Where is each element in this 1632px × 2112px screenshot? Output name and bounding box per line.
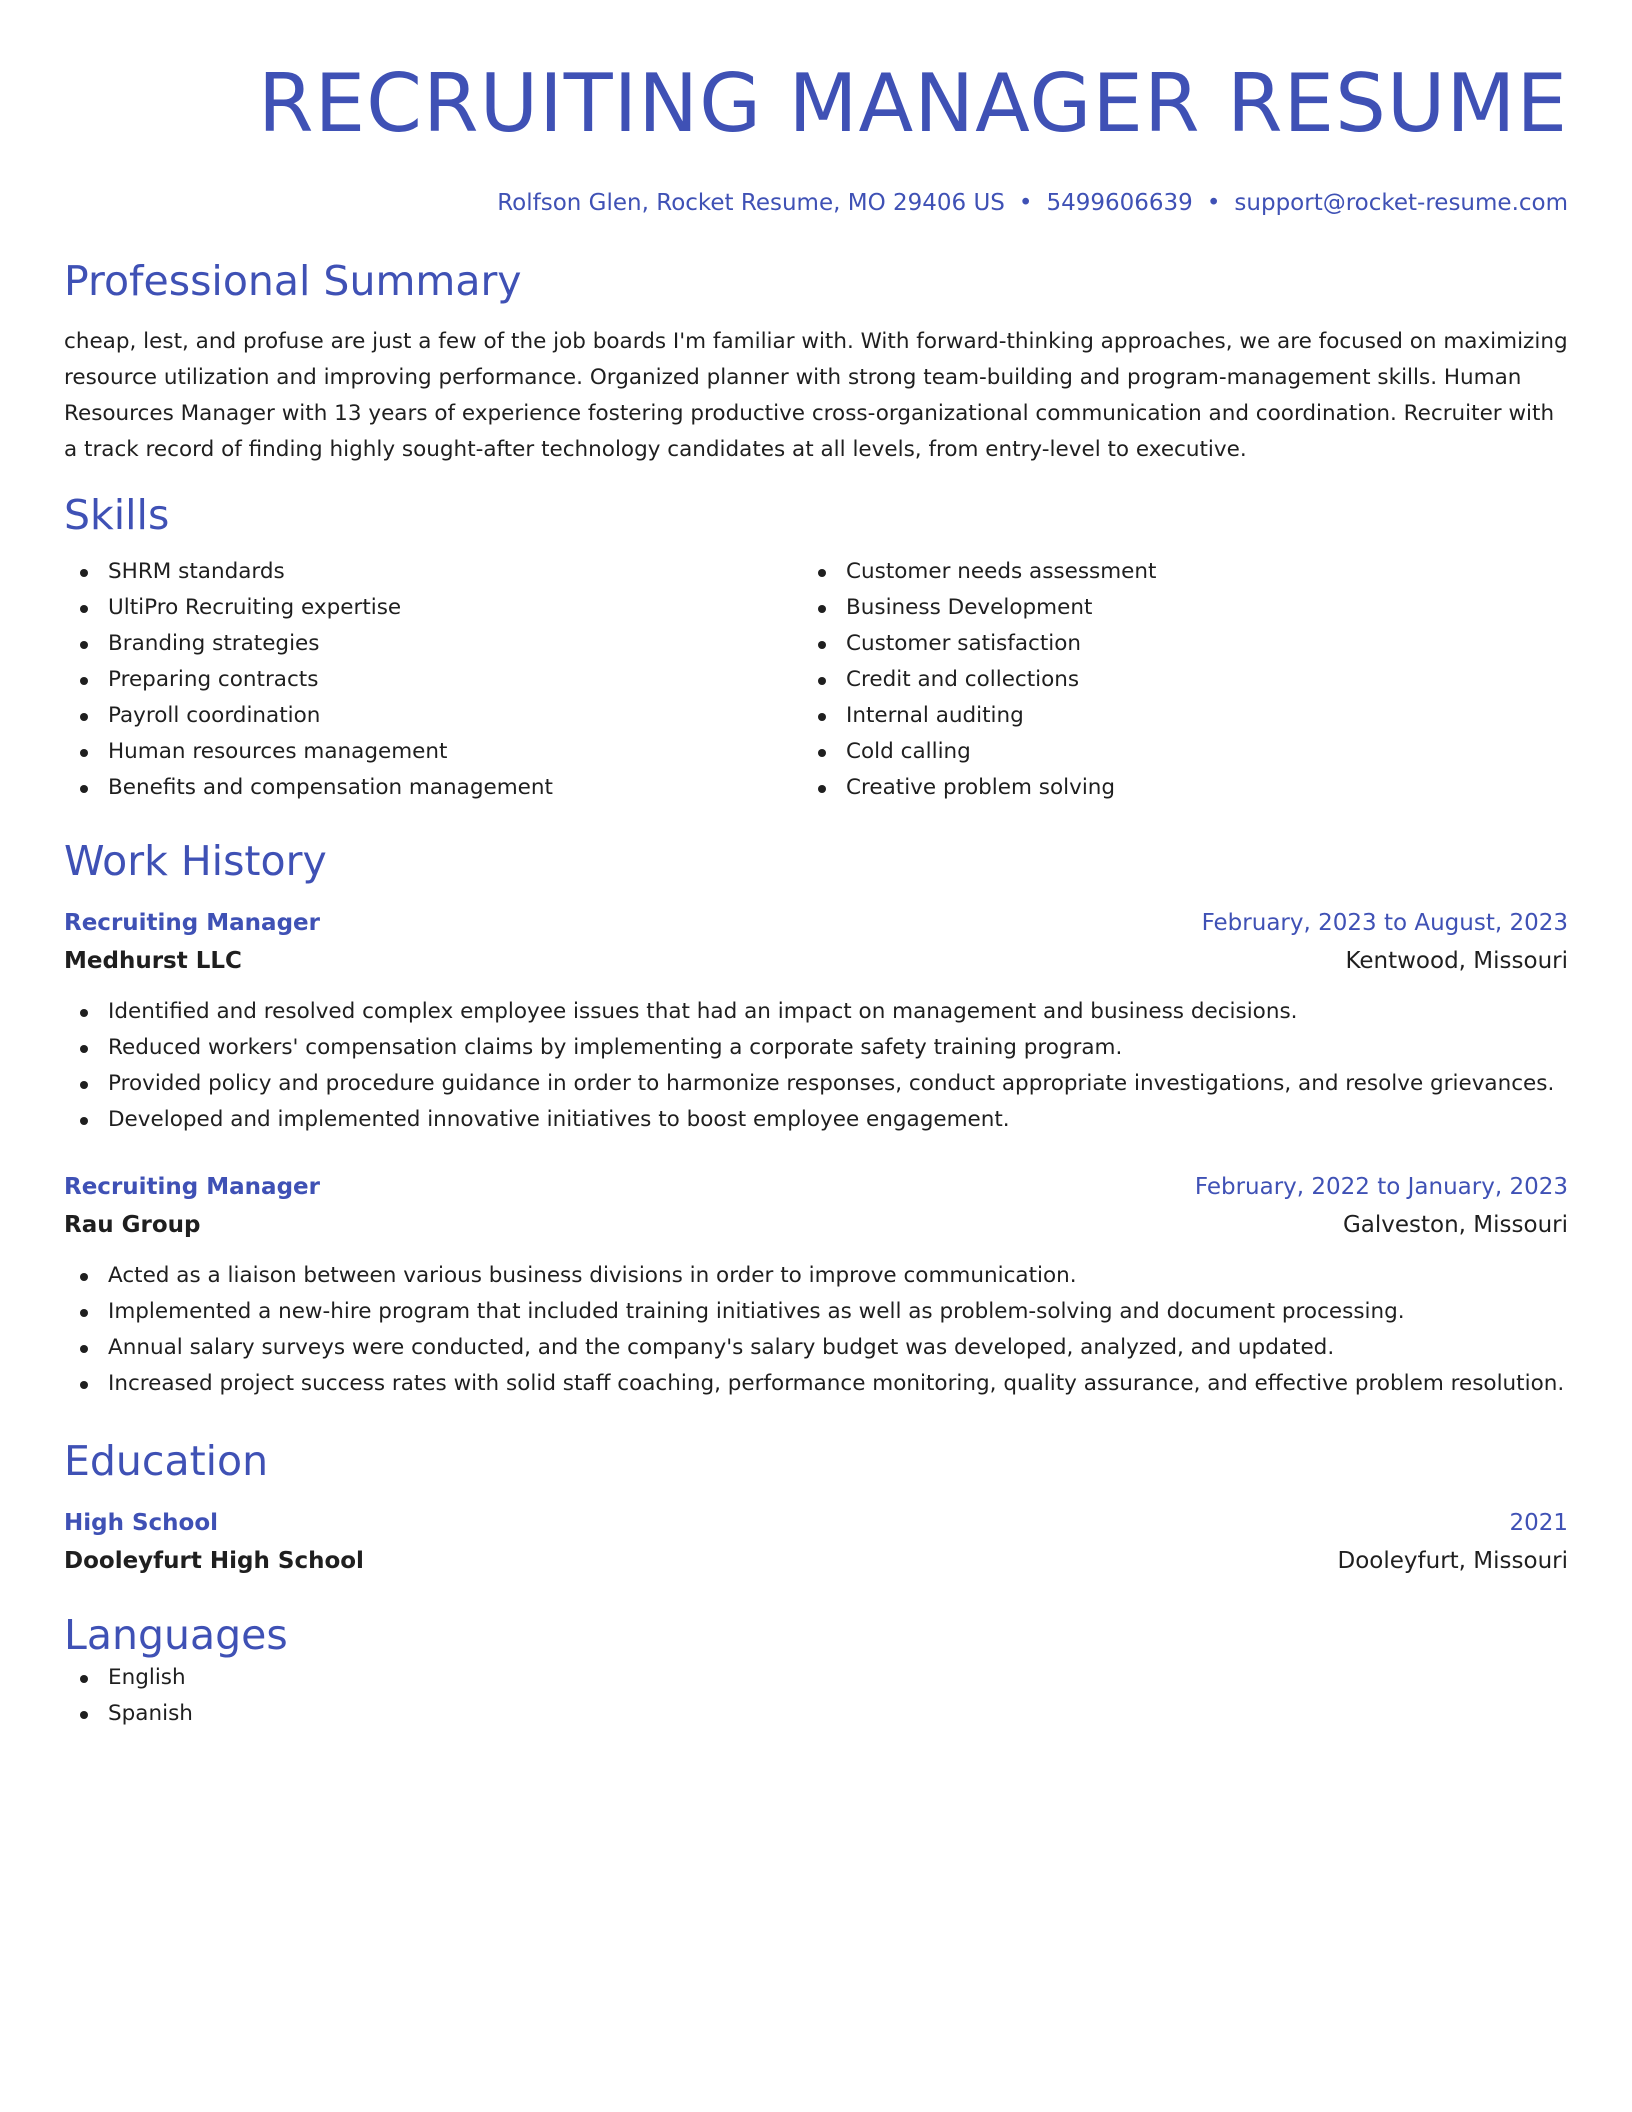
contact-phone: 5499606639 [1046,190,1193,216]
education-degree: High School [64,1510,219,1536]
contact-line [64,188,1568,218]
skills-grid [64,554,1568,806]
skill-item: Customer satisfaction [802,626,1540,662]
skill-item: Customer needs assessment [802,554,1540,590]
skill-item: SHRM standards [64,554,802,590]
skills-list-left [64,554,802,806]
contact-separator: • [1018,190,1033,216]
skill-item: Payroll coordination [64,698,802,734]
job-bullet: Acted as a liaison between various business divisions in order to improve communication. [64,1258,1568,1294]
education-location: Dooleyfurt, Missouri [1337,1548,1568,1574]
job-header-row [64,1168,1568,1206]
skill-item: Internal auditing [802,698,1540,734]
job-bullet: Developed and implemented innovative initiatives to boost employee engagement. [64,1102,1568,1138]
job-bullet: Reduced workers' compensation claims by implementing a corporate safety training program. [64,1030,1568,1066]
job-location: Kentwood, Missouri [1345,948,1568,974]
section-heading-languages: Languages [64,1611,288,1659]
section-heading-work-history: Work History [64,837,327,885]
section-heading-skills: Skills [64,491,170,539]
job-bullet: Annual salary surveys were conducted, and the company's salary budget was developed, analyzed, and updated. [64,1330,1568,1366]
contact-address: Rolfson Glen, Rocket Resume, MO 29406 US [497,190,1005,216]
job-location: Galveston, Missouri [1342,1212,1568,1238]
skills-column-right [802,554,1540,806]
contact-separator: • [1206,190,1221,216]
job-bullet: Identified and resolved complex employee issues that had an impact on management and business decisions. [64,994,1568,1030]
resume-header [64,56,1568,218]
resume-title: RECRUITING MANAGER RESUME [258,57,1568,150]
languages-section [64,1610,1568,1732]
job-role: Recruiting Manager [64,1174,320,1200]
job-dates: February, 2022 to January, 2023 [1194,1174,1568,1200]
education-school-row [64,1542,1568,1580]
language-item: Spanish [64,1696,1568,1732]
contact-email: support@rocket-resume.com [1234,190,1568,216]
job-company: Medhurst LLC [64,948,242,974]
skill-item: Branding strategies [64,626,802,662]
job-dates: February, 2023 to August, 2023 [1201,910,1568,936]
language-item: English [64,1660,1568,1696]
languages-list [64,1660,1568,1732]
summary-text: cheap, lest, and profuse are just a few of the job boards I'm familiar with. With forward-thinking approaches, we are focused on maximizing resource utilization and improving performance. Organized planner with strong team-building and program-management skills. Human Resources Manager with 13 years of experience fostering productive cross-organizational communication and coordination. Recruiter with a track record of finding highly sought-after technology candidates at all levels, from entry-level to executive. [64,329,1568,462]
job-bullet: Implemented a new-hire program that included training initiatives as well as problem-solving and document processing. [64,1294,1568,1330]
job-bullets [64,1258,1568,1402]
job-role: Recruiting Manager [64,910,320,936]
education-school: Dooleyfurt High School [64,1548,364,1574]
education-year: 2021 [1509,1510,1568,1536]
skill-item: Preparing contracts [64,662,802,698]
skill-item: UltiPro Recruiting expertise [64,590,802,626]
skill-item: Credit and collections [802,662,1540,698]
education-section [64,1436,1568,1580]
job-header-row [64,904,1568,942]
section-heading-summary: Professional Summary [64,257,522,305]
skills-column-left [64,554,802,806]
education-header-row [64,1504,1568,1542]
job-company-row [64,1206,1568,1244]
skill-item: Benefits and compensation management [64,770,802,806]
job-entry [64,904,1568,1138]
education-entry [64,1504,1568,1580]
job-bullet: Increased project success rates with solid staff coaching, performance monitoring, quality assurance, and effective problem resolution. [64,1366,1568,1402]
job-company-row [64,942,1568,980]
work-history-section [64,836,1568,1402]
summary-section [64,256,1568,468]
job-company: Rau Group [64,1212,201,1238]
job-entry [64,1168,1568,1402]
section-heading-education: Education [64,1437,269,1485]
skills-list-right [802,554,1540,806]
skill-item: Cold calling [802,734,1540,770]
job-bullet: Provided policy and procedure guidance in order to harmonize responses, conduct appropriate investigations, and resolve grievances. [64,1066,1568,1102]
skill-item: Human resources management [64,734,802,770]
skills-section [64,490,1568,806]
skill-item: Creative problem solving [802,770,1540,806]
job-bullets [64,994,1568,1138]
skill-item: Business Development [802,590,1540,626]
